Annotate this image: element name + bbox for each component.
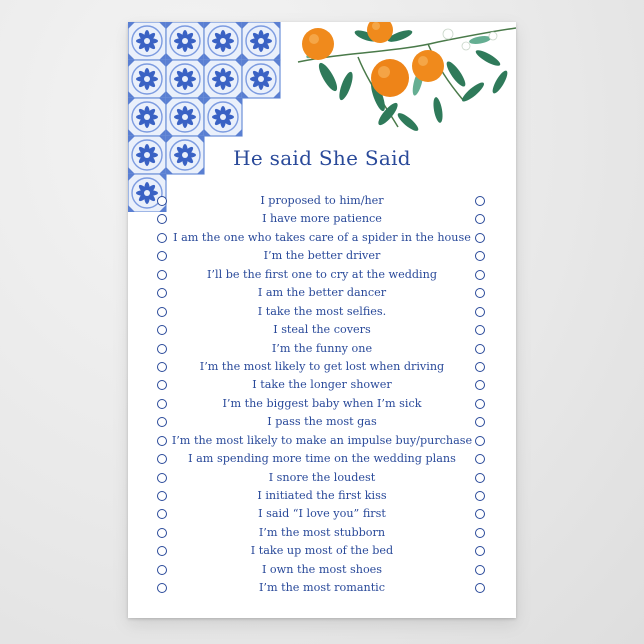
statement-row <box>128 266 516 284</box>
he-checkbox[interactable] <box>157 583 167 593</box>
she-checkbox[interactable] <box>475 288 485 298</box>
statement-text: I snore the loudest <box>268 470 376 484</box>
statement-row <box>128 321 516 339</box>
he-checkbox[interactable] <box>157 251 167 261</box>
he-checkbox[interactable] <box>157 454 167 464</box>
statement-row <box>128 303 516 321</box>
he-checkbox[interactable] <box>157 399 167 409</box>
she-checkbox[interactable] <box>475 565 485 575</box>
she-checkbox[interactable] <box>475 344 485 354</box>
statement-row <box>128 395 516 413</box>
statement-text: I pass the most gas <box>267 415 377 429</box>
he-checkbox[interactable] <box>157 362 167 372</box>
she-checkbox[interactable] <box>475 417 485 427</box>
statement-row <box>128 210 516 228</box>
statement-text: I’m the most stubborn <box>258 525 386 539</box>
he-checkbox[interactable] <box>157 528 167 538</box>
he-checkbox[interactable] <box>157 509 167 519</box>
statement-row <box>128 542 516 560</box>
she-checkbox[interactable] <box>475 491 485 501</box>
she-checkbox[interactable] <box>475 399 485 409</box>
he-checkbox[interactable] <box>157 473 167 483</box>
statement-text: I am the one who takes care of a spider in the house <box>173 230 471 244</box>
he-checkbox[interactable] <box>157 233 167 243</box>
statement-row <box>128 192 516 210</box>
statement-text: I take the longer shower <box>252 378 392 392</box>
statement-text: I own the most shoes <box>261 562 383 576</box>
statement-text: I take the most selfies. <box>257 304 387 318</box>
he-checkbox[interactable] <box>157 270 167 280</box>
he-checkbox[interactable] <box>157 436 167 446</box>
page-title: He said She Said <box>233 146 411 170</box>
statement-row <box>128 579 516 597</box>
statement-row <box>128 284 516 302</box>
she-checkbox[interactable] <box>475 251 485 261</box>
statement-text: I said “I love you” first <box>258 507 386 521</box>
he-checkbox[interactable] <box>157 196 167 206</box>
she-checkbox[interactable] <box>475 473 485 483</box>
he-checkbox[interactable] <box>157 417 167 427</box>
he-checkbox[interactable] <box>157 214 167 224</box>
he-checkbox[interactable] <box>157 325 167 335</box>
she-checkbox[interactable] <box>475 380 485 390</box>
statement-text: I am spending more time on the wedding plans <box>188 452 456 466</box>
statement-text: I’m the most likely to get lost when driving <box>199 359 445 373</box>
statement-row <box>128 376 516 394</box>
statement-text: I take up most of the bed <box>250 544 394 558</box>
statement-row <box>128 524 516 542</box>
statement-row <box>128 561 516 579</box>
she-checkbox[interactable] <box>475 454 485 464</box>
statement-text: I steal the covers <box>273 323 371 337</box>
he-checkbox[interactable] <box>157 546 167 556</box>
statement-row <box>128 505 516 523</box>
blue-tile-pattern-icon <box>128 22 308 212</box>
he-checkbox[interactable] <box>157 307 167 317</box>
statement-row <box>128 247 516 265</box>
she-checkbox[interactable] <box>475 528 485 538</box>
statement-row <box>128 450 516 468</box>
statement-text: I’m the most romantic <box>258 581 386 595</box>
he-checkbox[interactable] <box>157 344 167 354</box>
she-checkbox[interactable] <box>475 196 485 206</box>
she-checkbox[interactable] <box>475 233 485 243</box>
she-checkbox[interactable] <box>475 214 485 224</box>
she-checkbox[interactable] <box>475 546 485 556</box>
statement-row <box>128 340 516 358</box>
statement-text: I’m the funny one <box>271 341 373 355</box>
statement-row <box>128 358 516 376</box>
statement-text: I’m the most likely to make an impulse buy/purchase <box>171 433 473 447</box>
she-checkbox[interactable] <box>475 509 485 519</box>
she-checkbox[interactable] <box>475 307 485 317</box>
he-checkbox[interactable] <box>157 565 167 575</box>
statement-row <box>128 432 516 450</box>
statement-text: I’ll be the first one to cry at the wedding <box>207 267 437 281</box>
statement-text: I proposed to him/her <box>260 194 384 207</box>
she-checkbox[interactable] <box>475 362 485 372</box>
statement-list <box>128 192 516 598</box>
she-checkbox[interactable] <box>475 270 485 280</box>
orange-branch-icon <box>288 22 516 142</box>
statement-text: I’m the biggest baby when I’m sick <box>222 396 422 410</box>
statement-text: I am the better dancer <box>257 286 387 300</box>
statement-row <box>128 413 516 431</box>
statement-text: I’m the better driver <box>263 249 381 263</box>
he-checkbox[interactable] <box>157 288 167 298</box>
she-checkbox[interactable] <box>475 583 485 593</box>
statement-row <box>128 469 516 487</box>
statement-text: I have more patience <box>262 212 382 226</box>
statement-row <box>128 487 516 505</box>
she-checkbox[interactable] <box>475 325 485 335</box>
he-checkbox[interactable] <box>157 380 167 390</box>
she-checkbox[interactable] <box>475 436 485 446</box>
game-card <box>128 22 516 618</box>
he-checkbox[interactable] <box>157 491 167 501</box>
statement-row <box>128 229 516 247</box>
statement-text: I initiated the first kiss <box>257 489 387 502</box>
